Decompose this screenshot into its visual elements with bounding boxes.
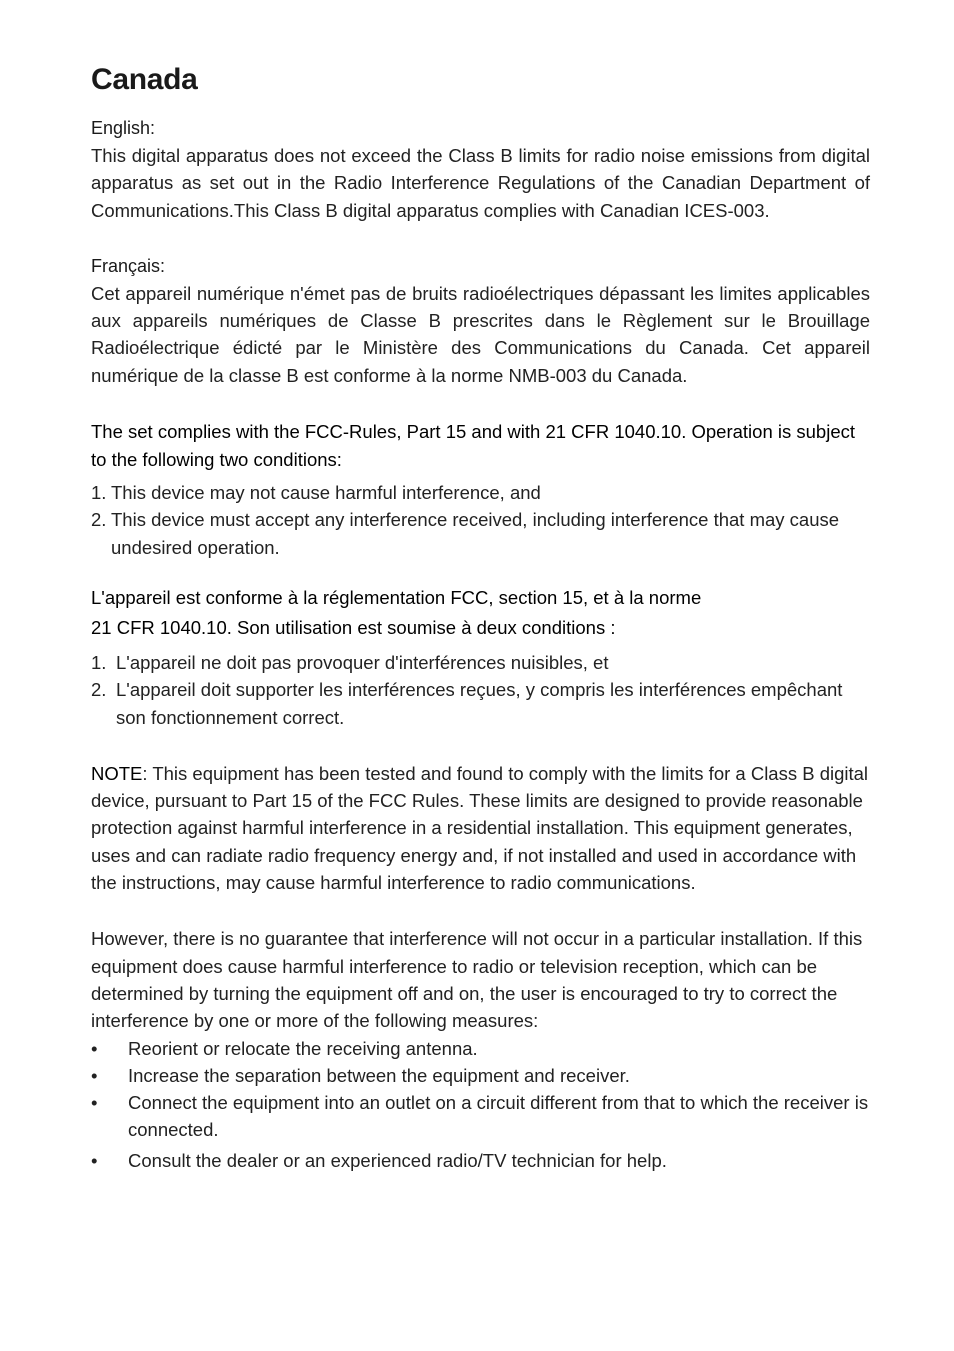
list-number: 2. (91, 509, 107, 531)
bullet-icon: • (91, 1092, 98, 1114)
list-text: L'appareil ne doit pas provoquer d'interférences nuisibles, et (116, 651, 609, 673)
page-title: Canada (91, 63, 198, 96)
list-number: 1. (91, 482, 107, 504)
list-item (91, 649, 870, 676)
bullet-icon: • (91, 1064, 98, 1086)
list-item (91, 676, 870, 731)
note-paragraph (91, 760, 870, 896)
english-paragraph: This digital apparatus does not exceed the Class B limits for radio noise emissions from digital apparatus as set out in the Radio Interference Regulations of the Canadian Department of Communications.This Class B digital apparatus complies with Canadian ICES-003. (91, 145, 870, 221)
list-number: 1. (91, 651, 107, 673)
note-text: : This equipment has been tested and found to comply with the limits for a Class B digital device, pursuant to Part 15 of the FCC Rules. These limits are designed to provide reasonable protection against harmful interference in a residential installation. This equipment generates, uses and can radiate radio frequency energy and, if not installed and used in accordance with the instructions, may cause harmful interference to radio communications. (91, 762, 869, 894)
list-item (91, 1147, 870, 1174)
list-number: 2. (91, 679, 107, 701)
list-item (91, 506, 870, 561)
bullet-icon: • (91, 1037, 98, 1059)
fcc-french-conditions (91, 649, 870, 731)
list-text: Consult the dealer or an experienced radio/TV technician for help. (128, 1149, 667, 1171)
fcc-english-intro: The set complies with the FCC-Rules, Part 15 and with 21 CFR 1040.10. Operation is subject to the following two conditions: (91, 421, 855, 470)
list-text: This device must accept any interference received, including interference that may cause undesired operation. (111, 509, 840, 558)
however-paragraph: However, there is no guarantee that interference will not occur in a particular installation. If this equipment does cause harmful interference to radio or television reception, which can be determined by turning the equipment off and on, the user is encouraged to try to correct the interference by one or more of the following measures: (91, 928, 863, 1032)
list-text: L'appareil doit supporter les interférences reçues, y compris les interférences empêchant son fonctionnement correct. (116, 679, 843, 728)
bullet-icon: • (91, 1149, 98, 1171)
note-label: NOTE (91, 762, 143, 784)
list-item (91, 1089, 870, 1144)
french-label: Français: (91, 255, 166, 276)
list-text: Connect the equipment into an outlet on a circuit different from that to which the receiver is connected. (128, 1092, 869, 1141)
list-text: Increase the separation between the equipment and receiver. (128, 1064, 630, 1086)
list-item (91, 1035, 870, 1062)
list-text: This device may not cause harmful interference, and (111, 482, 541, 504)
measures-list (91, 1035, 870, 1174)
fcc-french-intro-line1: L'appareil est conforme à la réglementation FCC, section 15, et à la norme (91, 586, 702, 608)
list-item (91, 1062, 870, 1089)
list-text: Reorient or relocate the receiving antenna. (128, 1037, 478, 1059)
english-label: English: (91, 118, 156, 138)
french-paragraph: Cet appareil numérique n'émet pas de bruits radioélectriques dépassant les limites applicables aux appareils numériques de Classe B prescrites dans le Règlement sur le Brouillage Radioélectrique édicté par le Ministère des Communications du Canada. Cet appareil numérique de la classe B est conforme à la norme NMB-003 du Canada. (91, 282, 870, 386)
fcc-english-conditions (91, 479, 870, 561)
list-item (91, 479, 870, 506)
fcc-french-intro-line2: 21 CFR 1040.10. Son utilisation est soumise à deux conditions : (91, 616, 616, 638)
document-page (91, 62, 870, 1174)
